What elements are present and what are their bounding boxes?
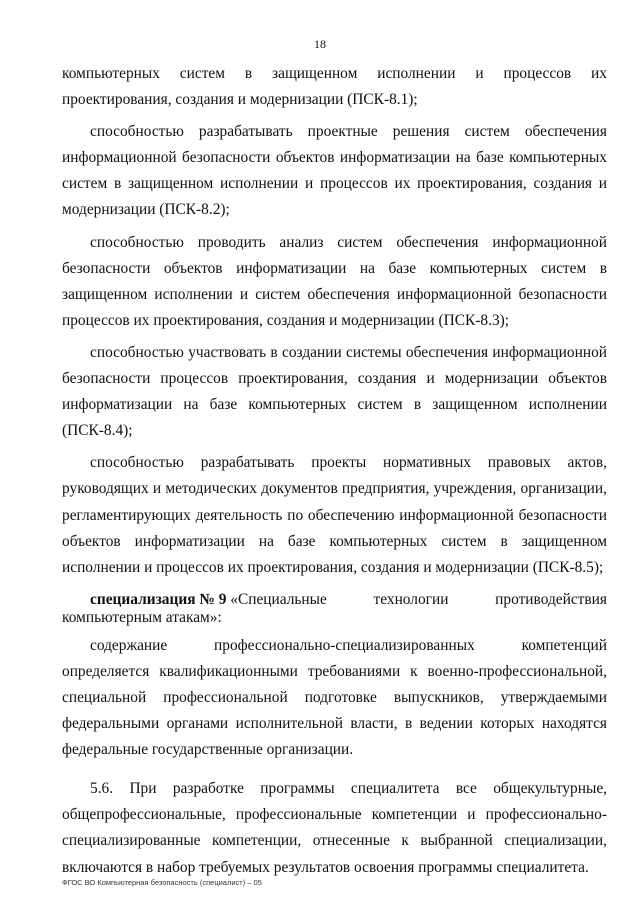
- specialization-label: специализация № 9: [90, 590, 227, 608]
- footer-text: ФГОС ВО Компьютерная безопасность (специалист) – 05: [62, 878, 262, 887]
- paragraph-psk-8-5: способностью разрабатывать проекты нормативных правовых актов, руководящих и методических документов предприятия, учреждения, организации, регламентирующих деятельность по обеспечению информационной безопасности объектов информатизации на базе компьютерных систем в защищенном исполнении и процессов их проектирования, создания и модернизации (ПСК-8.5);: [62, 454, 607, 576]
- document-body: [62, 61, 607, 881]
- specialization-heading: [62, 591, 607, 627]
- paragraph-psk-8-1: компьютерных систем в защищенном исполнении и процессов их проектирования, создания и модернизации (ПСК-8.1);: [62, 65, 607, 109]
- paragraph-psk-8-2: способностью разрабатывать проектные решения систем обеспечения информационной безопасности объектов информатизации на базе компьютерных систем в защищенном исполнении и процессов их проектирования, создания и модернизации (ПСК-8.2);: [62, 123, 607, 219]
- paragraph-competence-content: содержание профессионально-специализированных компетенций определяется квалификационными требованиями к военно-профессиональной, специальной профессиональной подготовке выпускников, утверждаемыми федеральными органами исполнительной власти, в ведении которых находятся федеральные государственные организации.: [62, 636, 607, 759]
- specialization-title-part3: противодействия: [495, 590, 607, 608]
- specialization-title-line2: компьютерным атакам»:: [62, 608, 222, 626]
- page-number: 18: [314, 37, 326, 51]
- specialization-title-part1: «Специальные: [230, 590, 327, 608]
- paragraph-5-6: 5.6. При разработке программы специалитета все общекультурные, общепрофессиональные, профессиональные компетенции и профессионально-специализированные компетенции, отнесенные к выбранной специализации, включаются в набор требуемых результатов освоения программы специалитета.: [62, 780, 607, 876]
- paragraph-psk-8-3: способностью проводить анализ систем обеспечения информационной безопасности объектов информатизации на базе компьютерных систем в защищенном исполнении и систем обеспечения информационной безопасности процессов их проектирования, создания и модернизации (ПСК-8.3);: [62, 233, 607, 329]
- paragraph-psk-8-4: способностью участвовать в создании системы обеспечения информационной безопасности процессов проектирования, создания и модернизации объектов информатизации на базе компьютерных систем в защищенном исполнении (ПСК-8.4);: [62, 343, 607, 440]
- specialization-title-part2: технологии: [373, 590, 449, 608]
